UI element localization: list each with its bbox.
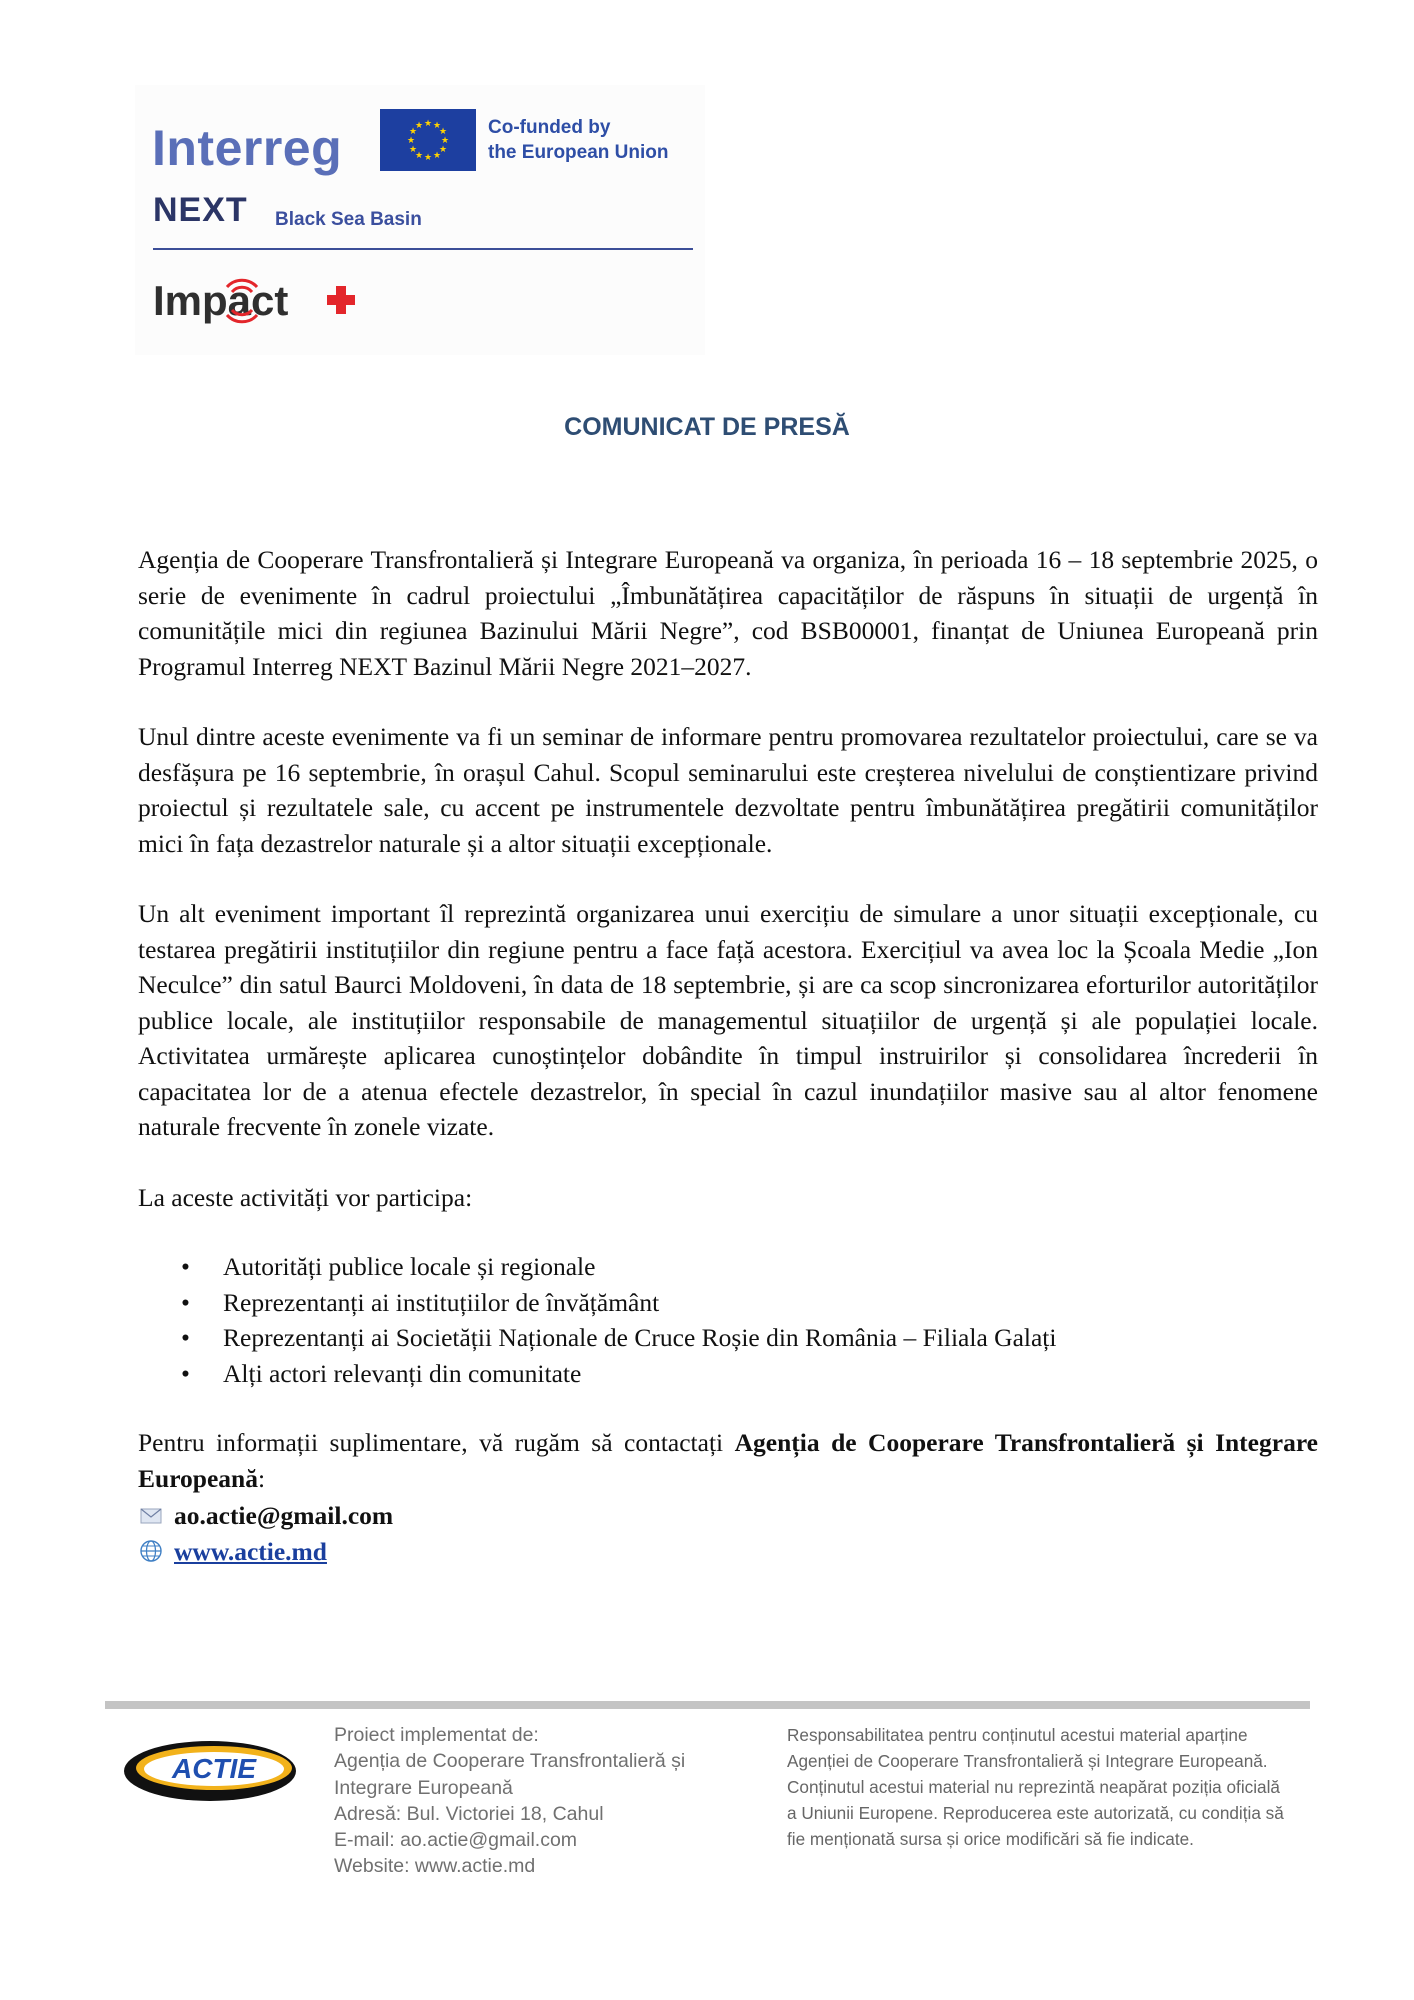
- list-item: • Reprezentanți ai Societății Naționale de Cruce Roșie din România – Filiala Galați: [138, 1320, 1318, 1356]
- website-line: [138, 1534, 1318, 1570]
- logo-block: [135, 85, 705, 355]
- svg-text:★: ★: [438, 127, 448, 137]
- svg-text:★: ★: [440, 136, 450, 146]
- list-item: • Reprezentanți ai instituțiilor de învățământ: [138, 1285, 1318, 1321]
- list-item: • Autorități publice locale și regionale: [138, 1249, 1318, 1285]
- paragraph-intro: Agenția de Cooperare Transfrontalieră și Integrare Europeană va organiza, în perioada 16 – 18 septembrie 2025, o serie de evenimente în cadrul proiectului „Îmbunătățirea capacităților de răspuns în situații de urgență în comunitățile mici din regiunea Bazinului Mării Negre”, cod BSB00001, finanțat de Uniunea Europeană prin Programul Interreg NEXT Bazinul Mării Negre 2021–2027.: [138, 545, 1318, 681]
- contact-agency: Agenția de Cooperare Transfrontalieră și Integrare Europeană: [138, 1428, 1318, 1493]
- eu-flag-icon: [380, 109, 476, 171]
- footer-left-line: Website: www.actie.md: [334, 1855, 536, 1878]
- svg-text:★: ★: [406, 136, 416, 146]
- disclaimer-line: Conținutul acestui material nu reprezintă neapărat poziția oficială: [787, 1777, 1280, 1797]
- contact-colon: :: [257, 1463, 266, 1493]
- contact-website-link[interactable]: www.actie.md: [174, 1536, 327, 1566]
- cofunded-line-2: the European Union: [488, 142, 669, 163]
- interreg-logo: Interreg: [152, 120, 343, 176]
- disclaimer-line: fie menționată sursa și orice modificări să fie indicate.: [787, 1829, 1194, 1849]
- list-item: • Alți actori relevanți din comunitate: [138, 1356, 1318, 1392]
- paragraph-exercise: Un alt eveniment important îl reprezintă organizarea unui exercițiu de simulare a unor situații excepționale, cu testarea pregătirii instituțiilor din regiune pentru a face față acestora. Exercițiul va avea loc la Școala Medie „Ion Neculce” din satul Baurci Moldoveni, în data de 18 septembrie, și are ca scop sincronizarea eforturilor autorităților publice locale, ale instituțiilor responsabile de managementul situațiilor de urgență și ale populației locale. Activitatea urmărește aplicarea cunoștințelor dobândite în timpul instruirilor și consolidarea încrederii în capacitatea lor de a atenua efectele dezastrelor, în special în cazul inundațiilor masive sau al altor fenomene naturale frecvente în zonele vizate.: [138, 899, 1318, 1141]
- participants-intro: La aceste activități vor participa:: [138, 1182, 473, 1212]
- contact-email[interactable]: ao.actie@gmail.com: [174, 1501, 394, 1530]
- svg-text:★: ★: [423, 153, 433, 163]
- press-release-body: [138, 542, 1318, 1569]
- logo-divider: [153, 248, 693, 250]
- email-line: [138, 1498, 1318, 1534]
- footer-left-line: Integrare Europeană: [334, 1776, 513, 1799]
- footer-disclaimer: [787, 1722, 1287, 1852]
- eu-stars: [380, 109, 476, 171]
- svg-text:★: ★: [408, 145, 418, 155]
- disclaimer-line: a Uniunii Europene. Reproducerea este autorizată, cu condiția să: [787, 1803, 1284, 1823]
- cofunded-line-1: Co-funded by: [488, 117, 611, 138]
- region-label: Black Sea Basin: [275, 209, 422, 230]
- footer-divider: [105, 1701, 1310, 1709]
- contact-intro: Pentru informații suplimentare, vă rugăm să contactați: [138, 1428, 735, 1457]
- footer-left-line: E-mail: ao.actie@gmail.com: [334, 1829, 578, 1852]
- svg-text:★: ★: [423, 119, 433, 129]
- participants-list: [138, 1249, 1318, 1391]
- page-title: COMUNICAT DE PRESĂ: [564, 413, 850, 441]
- email-icon: [138, 1503, 164, 1529]
- svg-text:★: ★: [408, 127, 418, 137]
- signal-waves-icon: [217, 265, 267, 335]
- footer-left-line: Adresă: Bul. Victoriei 18, Cahul: [334, 1802, 604, 1825]
- impact-logo: Impact: [153, 277, 289, 324]
- cofunded-label: [488, 115, 718, 165]
- red-cross-plus-icon: [325, 284, 357, 316]
- footer-left-line: Agenția de Cooperare Transfrontalieră și: [334, 1750, 686, 1773]
- svg-text:★: ★: [432, 121, 442, 131]
- svg-text:★: ★: [414, 151, 424, 161]
- disclaimer-line: Responsabilitatea pentru conținutul acestui material aparține: [787, 1725, 1248, 1745]
- footer-left-line: Proiect implementat de:: [334, 1724, 539, 1746]
- svg-text:★: ★: [414, 121, 424, 131]
- disclaimer-line: Agenției de Cooperare Transfrontalieră și Integrare Europeană.: [787, 1751, 1268, 1771]
- next-logo: NEXT: [153, 191, 248, 229]
- svg-text:★: ★: [438, 145, 448, 155]
- contact-paragraph: [138, 1425, 1318, 1496]
- footer-implementer-info: [334, 1722, 754, 1880]
- actie-logo: [122, 1738, 298, 1804]
- svg-text:★: ★: [432, 151, 442, 161]
- paragraph-seminar: Unul dintre aceste evenimente va fi un seminar de informare pentru promovarea rezultatelor proiectului, care se va desfășura pe 16 septembrie, în orașul Cahul. Scopul seminarului este creșterea nivelului de conștientizare privind proiectul și rezultatele sale, cu accent pe instrumentele dezvoltate pentru îmbunătățirea pregătirii comunităților mici în fața dezastrelor naturale și a altor situații excepționale.: [138, 722, 1318, 858]
- actie-logo-text: ACTIE: [172, 1753, 256, 1784]
- globe-icon: [138, 1538, 164, 1564]
